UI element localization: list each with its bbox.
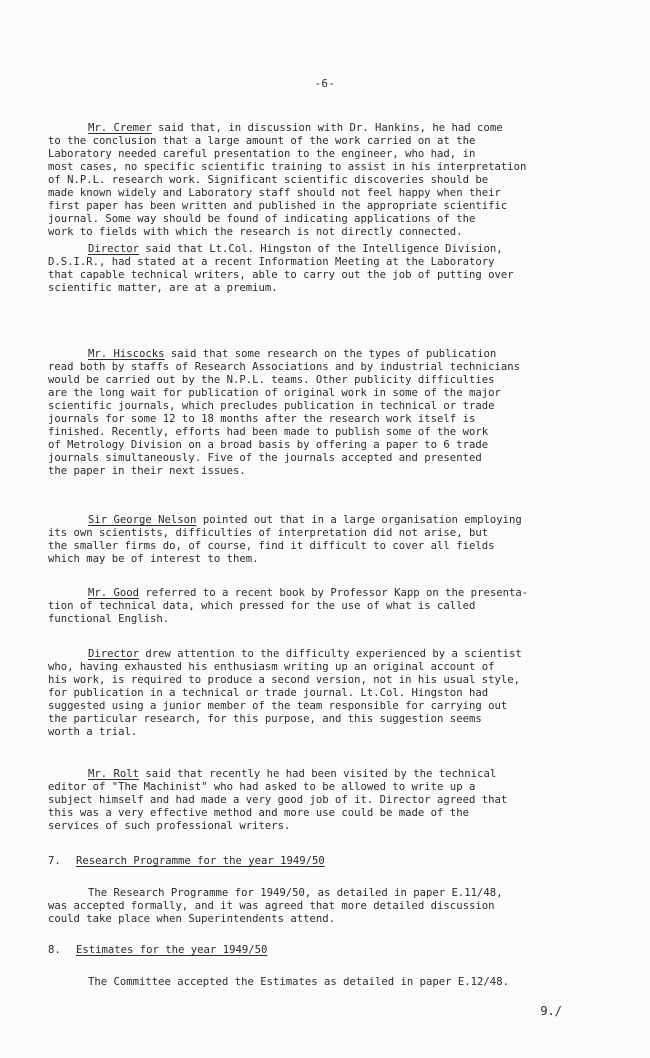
speaker-name: Director: [88, 648, 140, 660]
paragraph-cremer: [48, 122, 603, 239]
paragraph-line: his work, is required to produce a second version, not in his usual style,: [48, 674, 520, 686]
section-number: 8.: [48, 944, 61, 956]
paragraph-line: journal. Some way should be found of indicating applications of the: [48, 213, 476, 225]
paragraph-line: of N.P.L. research work. Significant scientific discoveries should be: [48, 174, 489, 186]
paragraph-line: most cases, no specific scientific training to assist in his interpretation: [48, 161, 527, 173]
paragraph-line: The Research Programme for 1949/50, as detailed in paper E.11/48,: [88, 887, 503, 899]
paragraph-good: [48, 587, 603, 626]
paragraph-line: first paper has been written and published in the appropriate scientific: [48, 200, 508, 212]
section-body-7: [48, 887, 603, 926]
paragraph-line: work to fields with which the research is not directly connected.: [48, 226, 463, 238]
paragraph-nelson: [48, 514, 603, 566]
speaker-name: Mr. Good: [88, 587, 140, 599]
paragraph-line: made known widely and Laboratory staff should not feel happy when their: [48, 187, 501, 199]
section-number: 7.: [48, 855, 61, 867]
paragraph-line: functional English.: [48, 613, 170, 625]
section-heading-8: [48, 944, 603, 957]
paragraph-line: are the long wait for publication of original work in some of the major: [48, 387, 501, 399]
paragraph-line: of Metrology Division on a broad basis by offering a paper to 6 trade: [48, 439, 489, 451]
section-body-8: [48, 976, 603, 989]
paragraph-line: for publication in a technical or trade journal. Lt.Col. Hingston had: [48, 687, 489, 699]
paragraph-line: this was a very effective method and more use could be made of the: [48, 807, 469, 819]
paragraph-line: said that Lt.Col. Hingston of the Intelligence Division,: [139, 243, 503, 255]
paragraph-line: who, having exhausted his enthusiasm writing up an original account of: [48, 661, 495, 673]
paragraph-line: tion of technical data, which pressed for the use of what is called: [48, 600, 476, 612]
paragraph-line: would be carried out by the N.P.L. teams. Other publicity difficulties: [48, 374, 495, 386]
speaker-name: Director: [88, 243, 140, 255]
paragraph-line: read both by staffs of Research Associations and by industrial technicians: [48, 361, 520, 373]
paragraph-line: was accepted formally, and it was agreed that more detailed discussion: [48, 900, 495, 912]
section-title: Estimates for the year 1949/50: [76, 944, 268, 956]
paragraph-line: subject himself and had made a very good job of it. Director agreed that: [48, 794, 508, 806]
paragraph-line: worth a trial.: [48, 726, 138, 738]
speaker-name: Mr. Rolt: [88, 768, 140, 780]
paragraph-line: D.S.I.R., had stated at a recent Information Meeting at the Laboratory: [48, 256, 495, 268]
paragraph-line: The Committee accepted the Estimates as detailed in paper E.12/48.: [88, 976, 509, 988]
paragraph-line: the smaller firms do, of course, find it difficult to cover all fields: [48, 540, 495, 552]
paragraph-line: that capable technical writers, able to carry out the job of putting over: [48, 269, 514, 281]
paragraph-line: scientific journals, which precludes publication in technical or trade: [48, 400, 495, 412]
paragraph-line: journals simultaneously. Five of the journals accepted and presented: [48, 452, 482, 464]
section-title: Research Programme for the year 1949/50: [76, 855, 325, 867]
paragraph-director-2: [48, 648, 603, 739]
page-number: -6-: [314, 78, 336, 90]
continuation-marker: 9./: [540, 1004, 562, 1018]
speaker-name: Sir George Nelson: [88, 514, 197, 526]
paragraph-line: Laboratory needed careful presentation to the engineer, who had, in: [48, 148, 476, 160]
paragraph-line: which may be of interest to them.: [48, 553, 259, 565]
paragraph-line: the particular research, for this purpose, and this suggestion seems: [48, 713, 482, 725]
paragraph-line: the paper in their next issues.: [48, 465, 246, 477]
paragraph-line: its own scientists, difficulties of interpretation did not arise, but: [48, 527, 489, 539]
paragraph-rolt: [48, 768, 603, 833]
section-heading-7: [48, 855, 603, 868]
paragraph-line: suggested using a junior member of the team responsible for carrying out: [48, 700, 508, 712]
paragraph-line: said that recently he had been visited by the technical: [139, 768, 497, 780]
paragraph-line: said that some research on the types of publication: [164, 348, 497, 360]
paragraph-line: scientific matter, are at a premium.: [48, 282, 278, 294]
paragraph-line: editor of "The Machinist" who had asked to be allowed to write up a: [48, 781, 476, 793]
speaker-name: Mr. Cremer: [88, 122, 152, 134]
paragraph-line: services of such professional writers.: [48, 820, 291, 832]
paragraph-line: pointed out that in a large organisation employing: [196, 514, 522, 526]
speaker-name: Mr. Hiscocks: [88, 348, 165, 360]
paragraph-line: drew attention to the difficulty experienced by a scientist: [139, 648, 522, 660]
paragraph-line: could take place when Superintendents attend.: [48, 913, 336, 925]
paragraph-line: said that, in discussion with Dr. Hankins, he had come: [151, 122, 503, 134]
paragraph-line: to the conclusion that a large amount of the work carried on at the: [48, 135, 476, 147]
paragraph-line: finished. Recently, efforts had been made to publish some of the work: [48, 426, 489, 438]
paragraph-hiscocks: [48, 348, 603, 478]
paragraph-line: referred to a recent book by Professor Kapp on the presenta-: [139, 587, 529, 599]
paragraph-line: journals for some 12 to 18 months after the research work itself is: [48, 413, 476, 425]
paragraph-director-1: [48, 243, 603, 295]
